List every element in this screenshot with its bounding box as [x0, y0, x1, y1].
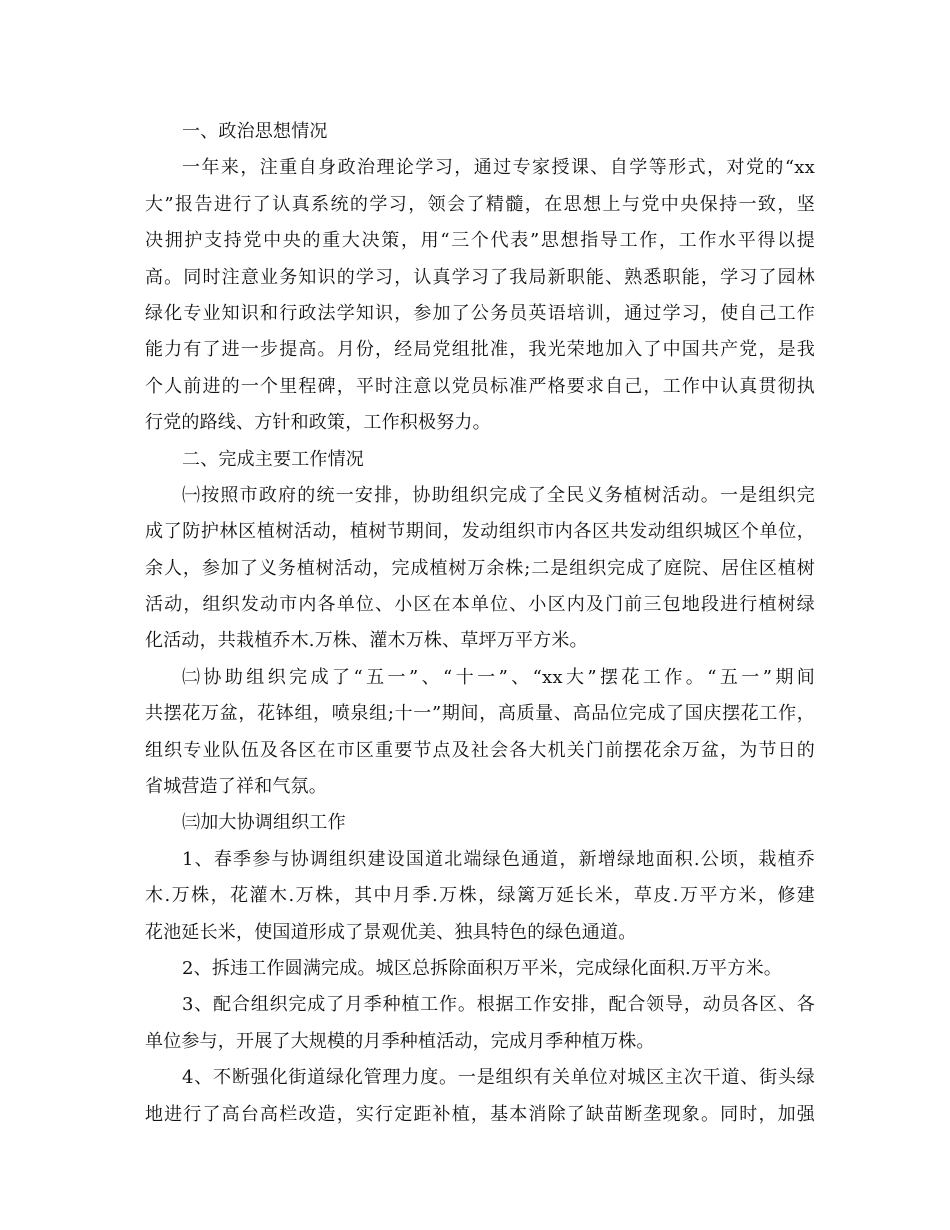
- section-heading-political: 一、政治思想情况: [182, 121, 328, 142]
- paragraph-line: 个人前进的一个里程碑，平时注意以党员标准严格要求自己，工作中认真贯彻执: [145, 375, 815, 397]
- paragraph-line: 木.万株，花灌木.万株，其中月季.万株，绿篱万延长米，草皮.万平方米，修建: [145, 885, 815, 907]
- paragraph-line: 4、不断强化街道绿化管理力度。一是组织有关单位对城区主次干道、街头绿: [182, 1067, 815, 1089]
- section-heading-work: 二、完成主要工作情况: [182, 448, 364, 470]
- subsection-heading-coordination: ㈢加大协调组织工作: [182, 812, 346, 834]
- paragraph-line: 3、配合组织完成了月季种植工作。根据工作安排，配合领导，动员各区、各: [182, 994, 815, 1016]
- paragraph-line: 能力有了进一步提高。月份，经局党组批准，我光荣地加入了中国共产党，是我: [145, 339, 815, 361]
- paragraph-line: 决拥护支持党中央的重大决策，用“三个代表”思想指导工作，工作水平得以提: [145, 230, 815, 252]
- paragraph-line: ㈡协助组织完成了“五一”、“十一”、“xx大”摆花工作。“五一”期间: [182, 666, 815, 688]
- paragraph-line: 共摆花万盆，花钵组，喷泉组;十一”期间，高质量、高品位完成了国庆摆花工作，: [145, 703, 815, 725]
- paragraph-line: 地进行了高台高栏改造，实行定距补植，基本消除了缺苗断垄现象。同时，加强: [145, 1103, 815, 1125]
- paragraph-line: 化活动，共栽植乔木.万株、灌木万株、草坪万平方米。: [145, 630, 588, 652]
- paragraph-line: 省城营造了祥和气氛。: [145, 776, 327, 798]
- paragraph-line: 组织专业队伍及各区在市区重要节点及社会各大机关门前摆花余万盆，为节日的: [145, 739, 815, 761]
- paragraph-line: 活动，组织发动市内各单位、小区在本单位、小区内及门前三包地段进行植树绿: [145, 594, 815, 616]
- paragraph-line: 2、拆违工作圆满完成。城区总拆除面积万平米，完成绿化面积.万平方米。: [182, 957, 782, 979]
- paragraph-line: 大”报告进行了认真系统的学习，领会了精髓，在思想上与党中央保持一致，坚: [145, 193, 815, 215]
- paragraph-line: 行党的路线、方针和政策，工作积极努力。: [145, 412, 491, 434]
- paragraph-line: 绿化专业知识和行政法学知识，参加了公务员英语培训，通过学习，使自己工作: [145, 302, 815, 324]
- paragraph-line: ㈠按照市政府的统一安排，协助组织完成了全民义务植树活动。一是组织完: [182, 484, 815, 506]
- paragraph-line: 一年来，注重自身政治理论学习，通过专家授课、自学等形式，对党的“xx: [182, 157, 815, 179]
- paragraph-line: 高。同时注意业务知识的学习，认真学习了我局新职能、熟悉职能，学习了园林: [145, 266, 815, 288]
- paragraph-line: 花池延长米，使国道形成了景观优美、独具特色的绿色通道。: [145, 921, 637, 943]
- paragraph-line: 余人，参加了义务植树活动，完成植树万余株;二是组织完成了庭院、居住区植树: [145, 557, 815, 579]
- paragraph-line: 成了防护林区植树活动，植树节期间，发动组织市内各区共发动组织城区个单位，: [145, 521, 815, 543]
- document-page: [145, 114, 815, 1133]
- paragraph-line: 1、春季参与协调组织建设国道北端绿色通道，新增绿地面积.公顷，栽植乔: [182, 848, 815, 870]
- paragraph-line: 单位参与，开展了大规模的月季种植活动，完成月季种植万株。: [145, 1030, 655, 1052]
